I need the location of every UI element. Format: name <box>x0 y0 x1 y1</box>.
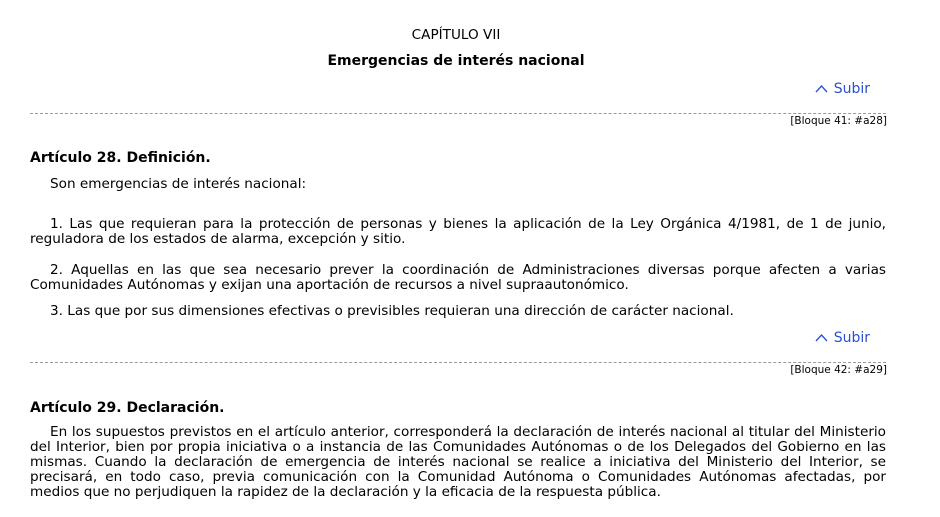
article-paragraph: 3. Las que por sus dimensiones efectivas o previsibles requieran una dirección de carácter nacional. <box>50 303 734 319</box>
block-tag: [Bloque 42: #a29] <box>790 364 887 376</box>
article-paragraph: 1. Las que requieran para la protección de personas y bienes la aplicación de la Ley Orgánica 4/1981, de 1 de junio, reguladora de los estados de alarma, excepción y sitio. <box>30 216 886 247</box>
article-paragraph: 2. Aquellas en las que sea necesario prever la coordinación de Administraciones diversas porque afecten a varias Comunidades Autónomas y exijan una aportación de recursos a nivel supraautonómico. <box>30 262 886 293</box>
subir-label: Subir <box>833 330 870 346</box>
subir-label: Subir <box>833 81 870 97</box>
article-paragraph: En los supuestos previstos en el artículo anterior, corresponderá la declaración de interés nacional al titular del Ministerio del Interior, bien por propia iniciativa o a instancia de las Comunidades Autónomas o de los Delegados del Gobierno en las mismas. Cuando la declaración de emergencia de interés nacional se realice a iniciativa del Ministerio del Interior, se precisará, en todo caso, previa comunicación con la Comunidad Autónoma o Comunidades Autónomas afectadas, por medios que no perjudiquen la rapidez de la declaración y la eficacia de la respuesta pública. <box>30 424 886 500</box>
block-separator <box>30 113 886 114</box>
chapter-title: Emergencias de interés nacional <box>327 53 585 69</box>
article-paragraph: Son emergencias de interés nacional: <box>50 176 307 192</box>
chevron-up-icon <box>815 81 828 97</box>
chevron-up-icon <box>815 330 828 346</box>
chapter-number: CAPÍTULO VII <box>411 27 501 43</box>
article-title: Artículo 29. Declaración. <box>30 400 225 416</box>
subir-link[interactable] <box>815 330 870 346</box>
subir-link[interactable] <box>815 81 870 97</box>
block-tag: [Bloque 41: #a28] <box>790 115 887 127</box>
article-title: Artículo 28. Definición. <box>30 150 211 166</box>
block-separator <box>30 362 886 363</box>
